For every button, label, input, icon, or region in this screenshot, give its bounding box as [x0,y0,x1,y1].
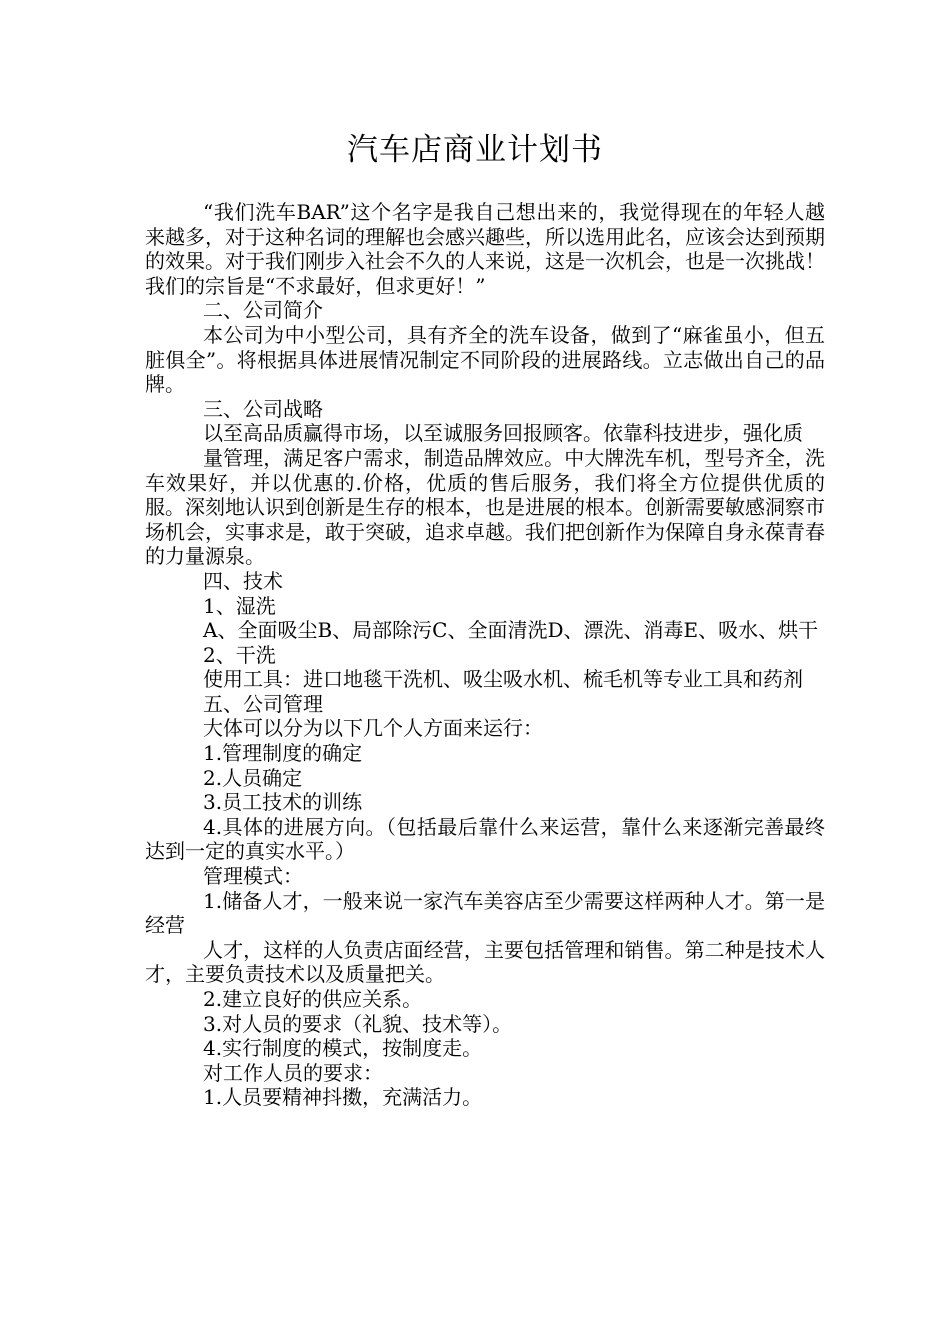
heading-technology: 四、技术 [203,568,283,593]
list-item-management-3: 3.员工技术的训练 [203,790,363,815]
paragraph-company-profile: 本公司为中小型公司，具有齐全的洗车设备，做到了“麻雀虽小，但五脏俱全”。将根据具体进展情况制定不同阶段的进展路线。立志做出自己的品牌。 [145,322,825,397]
paragraph-intro: “我们洗车BAR”这个名字是我自己想出来的，我觉得现在的年轻人越来越多，对于这种名词的理解也会感兴趣些，所以选用此名，应该会达到预期的效果。对于我们刚步入社会不久的人来说，这是一次机会，也是一次挑战！我们的宗旨是“不求最好，但求更好！” [145,200,825,298]
paragraph-strategy-2: 量管理，满足客户需求，制造品牌效应。中大牌洗车机，型号齐全，洗车效果好，并以优惠的.价格，优质的售后服务，我们将全方位提供优质的服。深刻地认识到创新是生存的根本，也是进展的根本。创新需要敏感洞察市场机会，实事求是，敢于突破，追求卓越。我们把创新作为保障自身永葆青春的力量源泉。 [145,445,825,569]
subheading-dry-wash: 2、干洗 [203,642,276,667]
subheading-management-mode: 管理模式： [203,864,303,889]
heading-company-management: 五、公司管理 [203,691,323,716]
list-item-management-4: 4.具体的进展方向。（包括最后靠什么来运营，靠什么来逐渐完善最终达到一定的真实水平。） [145,814,825,864]
paragraph-wet-wash-steps: A、全面吸尘B、局部除污C、全面清洗D、漂洗、消毒E、吸水、烘干 [203,618,819,643]
paragraph-management-intro: 大体可以分为以下几个人方面来运行： [203,716,543,741]
heading-company-strategy: 三、公司战略 [203,396,323,421]
list-item-staff-1: 1.人员要精神抖擞，充满活力。 [203,1085,483,1110]
list-item-mode-4: 4.实行制度的模式，按制度走。 [203,1036,483,1061]
paragraph-strategy-1: 以至高品质赢得市场，以至诚服务回报顾客。依靠科技进步，强化质 [203,421,803,446]
document-title: 汽车店商业计划书 [347,132,603,168]
subheading-staff-requirements: 对工作人员的要求： [203,1060,383,1085]
list-item-mode-3: 3.对人员的要求（礼貌、技术等）。 [203,1011,513,1036]
list-item-management-1: 1.管理制度的确定 [203,741,363,766]
list-item-mode-1: 1.储备人才，一般来说一家汽车美容店至少需要这样两种人才。第一是经营 [145,888,825,938]
list-item-mode-2: 2.建立良好的供应关系。 [203,987,423,1011]
paragraph-dry-wash-tools: 使用工具：进口地毯干洗机、吸尘吸水机、梳毛机等专业工具和药剂 [203,667,803,692]
heading-company-profile: 二、公司简介 [203,298,323,323]
list-item-management-2: 2.人员确定 [203,765,303,790]
document-body [145,200,825,1110]
subheading-wet-wash: 1、湿洗 [203,593,276,618]
paragraph-mode-1-cont: 人才，这样的人负责店面经营，主要包括管理和销售。第二种是技术人才，主要负责技术以及质量把关。 [145,937,825,987]
